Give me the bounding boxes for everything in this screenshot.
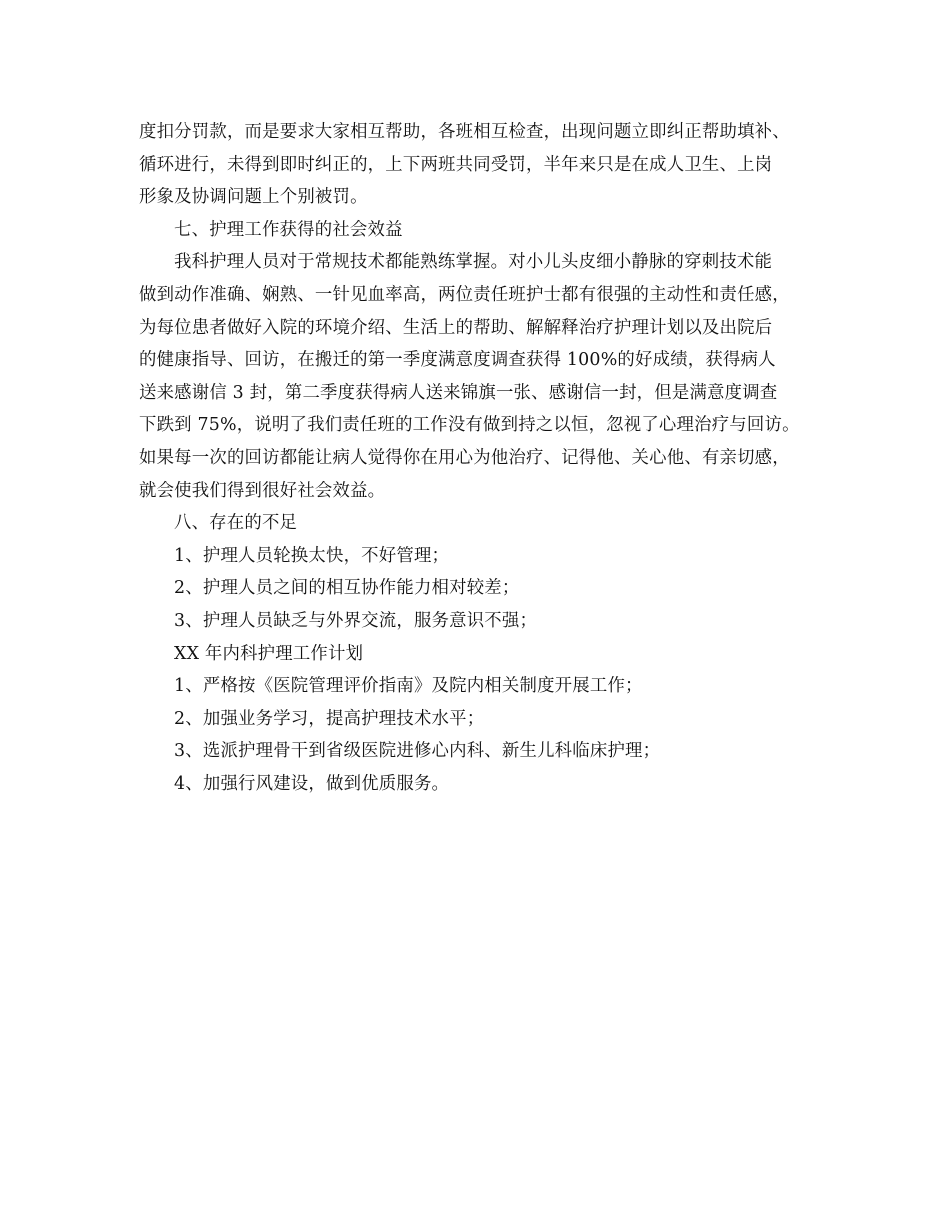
list-item-plan-3 xyxy=(139,735,829,768)
list-item-plan-4 xyxy=(139,768,829,801)
list-item-text: 1、严格按《医院管理评价指南》及院内相关制度开展工作； xyxy=(174,676,643,697)
list-item-text: 3、选派护理骨干到省级医院进修心内科、新生儿科临床护理； xyxy=(174,741,661,762)
text-line: 做到动作准确、娴熟、一针见血率高，两位责任班护士都有很强的主动性和责任感， xyxy=(139,284,790,305)
heading-text: XX 年内科护理工作计划 xyxy=(174,643,364,664)
list-item-shortcoming-3 xyxy=(139,605,829,638)
list-item-text: 3、护理人员缺乏与外界交流，服务意识不强； xyxy=(174,610,538,631)
list-item-text: 4、加强行风建设，做到优质服务。 xyxy=(174,773,450,794)
list-item-shortcoming-2 xyxy=(139,572,829,605)
text-line: 就会使我们得到很好社会效益。 xyxy=(139,480,386,501)
list-item-plan-1 xyxy=(139,670,829,703)
list-item-text: 2、护理人员之间的相互协作能力相对较差； xyxy=(174,578,520,599)
heading-text: 八、存在的不足 xyxy=(174,513,298,534)
section-heading-social-benefits xyxy=(139,214,829,247)
text-line: 下跌到 75%，说明了我们责任班的工作没有做到持之以恒，忽视了心理治疗与回访。 xyxy=(139,415,800,436)
paragraph-penalty-continuation xyxy=(139,116,829,214)
section-heading-work-plan xyxy=(139,638,829,671)
text-line: 送来感谢信 3 封，第二季度获得病人送来锦旗一张、感谢信一封，但是满意度调查 xyxy=(139,382,778,403)
text-line: 我科护理人员对于常规技术都能熟练掌握。对小儿头皮细小静脉的穿刺技术能 xyxy=(174,252,773,273)
list-item-text: 1、护理人员轮换太快，不好管理； xyxy=(174,545,450,566)
text-line: 形象及协调问题上个别被罚。 xyxy=(139,187,368,208)
text-line: 的健康指导、回访，在搬迁的第一季度满意度调查获得 100%的好成绩，获得病人 xyxy=(139,350,776,371)
text-line: 度扣分罚款，而是要求大家相互帮助，各班相互检查，出现问题立即纠正帮助填补、 xyxy=(139,122,790,142)
paragraph-social-benefits xyxy=(139,246,829,507)
document-body xyxy=(139,116,829,800)
heading-text: 七、护理工作获得的社会效益 xyxy=(174,219,403,240)
section-heading-shortcomings xyxy=(139,507,829,540)
list-item-plan-2 xyxy=(139,703,829,736)
text-line: 循环进行，未得到即时纠正的，上下两班共同受罚，半年来只是在成人卫生、上岗 xyxy=(139,154,773,175)
list-item-text: 2、加强业务学习，提高护理技术水平； xyxy=(174,708,485,729)
text-line: 为每位患者做好入院的环境介绍、生活上的帮助、解解释治疗护理计划以及出院后 xyxy=(139,317,773,338)
text-line: 如果每一次的回访都能让病人觉得你在用心为他治疗、记得他、关心他、有亲切感， xyxy=(139,447,790,468)
list-item-shortcoming-1 xyxy=(139,540,829,573)
